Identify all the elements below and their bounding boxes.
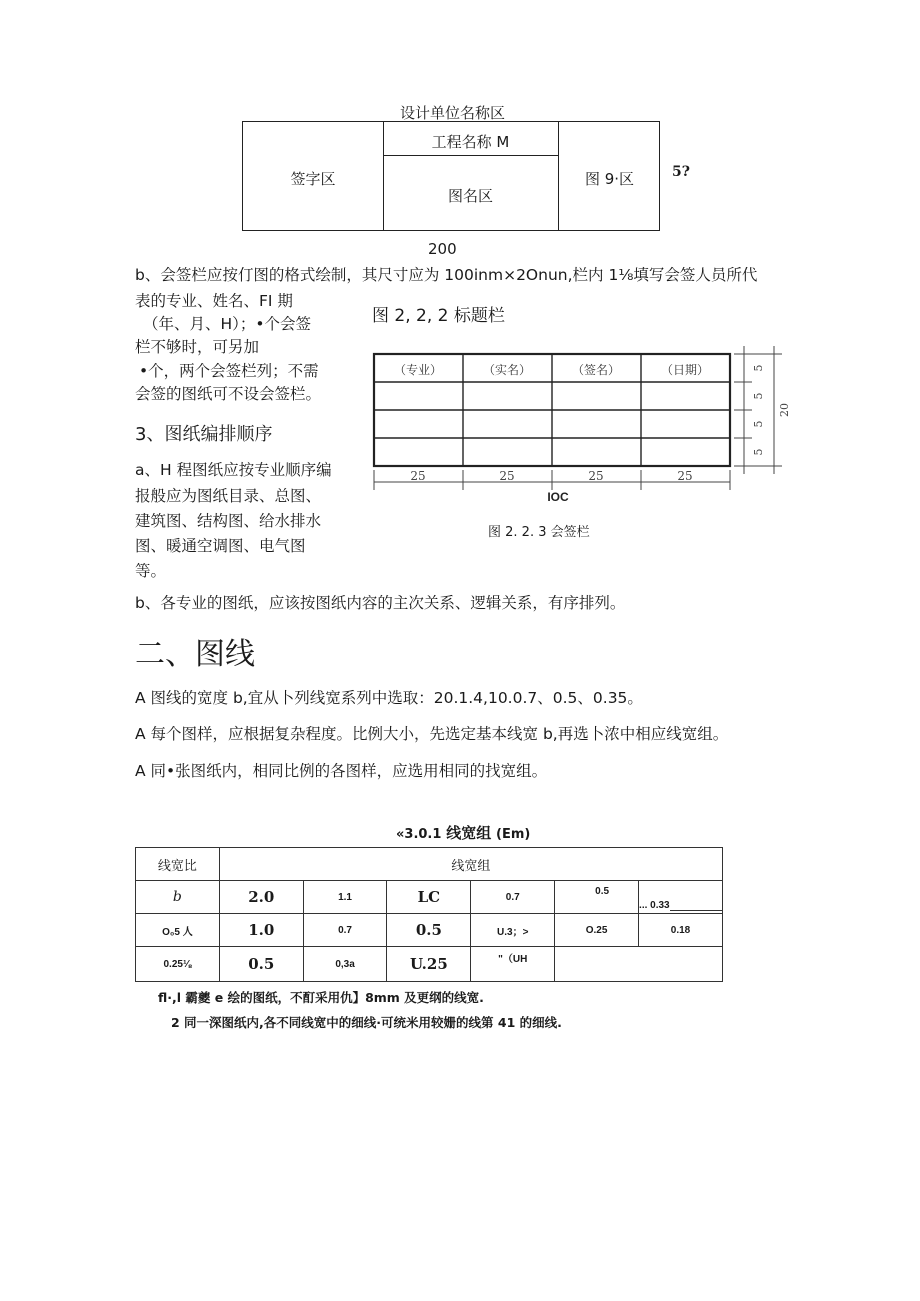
table-caption-main: 线宽组 [446,824,492,842]
header-specialty: （专业） [393,363,443,377]
cell-r3-c1: 0.5 [219,947,303,982]
header-group: 线宽组 [219,848,722,881]
bullet-line-width: A 图线的宽度 b,宜从卜列线宽系列中选取：20.1.4,10.0.7、0.5、0.35。 [135,689,643,707]
right-dim-1: 5 [752,364,765,372]
para-a3-line4: 图、暖通空调图、电气图 [135,537,306,555]
cell-r3-empty [555,947,723,982]
chapter-heading: 二、图线 [135,637,255,672]
sign-off-bar-diagram [372,344,791,504]
para-a3-line1: a、H 程图纸应按专业顺序编 [135,461,332,479]
table-note-1: fl·,l 霸夔 e 绘的图纸，不酊采用仇】8mm 及更纲的线宽. [158,990,484,1005]
title-block-diagram [242,121,660,231]
cell-r1-c6-text: ... 0.33 [639,900,670,911]
cell-r2-c1: 1.0 [219,914,303,947]
title-block-width: 200 [428,240,457,258]
bottom-dim-3: 25 [588,469,604,483]
para-b1-line3: （年、月、H）；•个会签 [143,315,312,333]
bottom-dim-1: 25 [410,469,426,483]
para-b1-line5: •个，两个会签栏列；不需 [139,362,319,380]
cell-r2-c4: U.3；> [471,914,555,947]
para-b1-line6: 会签的图纸可不设会签栏。 [135,385,322,403]
title-block-caption: 设计单位名称区 [400,104,506,122]
para-a3-line5: 等。 [135,562,167,580]
cell-r1-c6 [639,881,723,914]
right-dim-4: 5 [752,448,765,456]
table-caption-unit: (Em) [496,827,531,842]
line-width-table [135,847,723,982]
cell-r3-c2: 0,3a [303,947,387,982]
fig-222-caption: 图 2, 2, 2 标题栏 [372,306,505,326]
drawing-no-label: 图 9·区 [584,170,635,188]
cell-r2-c6: 0.18 [639,914,723,947]
right-dim-2: 5 [752,392,765,400]
para-b1-line4: 栏不够时，可另加 [135,338,260,356]
para-b1-line1: b、会签栏应按仃图的格式绘制，其尺寸应为 100inm×2Onun,栏内 1⅛填写会签人员所代 [135,266,758,284]
header-date: （日期） [660,363,710,377]
side-mark: 5? [672,164,690,180]
header-signature: （签名） [571,363,621,377]
section3-heading: 3、图纸编排顺序 [135,424,273,445]
cell-r3-c4: "（UH [471,947,555,982]
right-total: 20 [778,403,791,417]
cell-r1-c4: 0.7 [471,881,555,914]
cell-r1-c2: 1.1 [303,881,387,914]
table-caption-prefix: «3.0.1 [396,827,442,842]
para-b3: b、各专业的图纸，应该按图纸内容的主次关系、逻辑关系，有序排列。 [135,594,626,612]
cell-r1-c3: LC [387,881,471,914]
cell-r2-c2: 0.7 [303,914,387,947]
bottom-dim-2: 25 [499,469,515,483]
para-a3-line3: 建筑图、结构图、给水排水 [135,512,322,530]
para-a3-line2: 报般应为图纸目录、总图、 [135,487,322,505]
cell-ratio-half: O₀5 人 [136,914,220,947]
bullet-same-group: A 同•张图纸内，相同比例的各图样，应选用相同的找宽组。 [135,762,548,780]
cell-ratio-quarter: 0.25⅛ [136,947,220,982]
cell-r2-c5: O.25 [555,914,639,947]
project-name-label: 工程名称 M [431,133,510,151]
bullet-select-group: A 每个图样，应根据复杂程度。比例大小，先选定基本线宽 b,再选卜浓中相应线宽组。 [135,725,729,743]
bottom-dim-4: 25 [677,469,693,483]
cell-r1-c1: 2.0 [219,881,303,914]
cell-r3-c3: U.25 [387,947,471,982]
cell-ratio-b: b [136,881,220,914]
header-ratio: 线宽比 [136,848,220,881]
drawing-name-label: 图名区 [447,187,493,205]
table-note-2: 2 同一深图纸内,各不同线宽中的细线·可统米用较姗的线第 41 的细线. [171,1015,562,1030]
header-real-name: （实名） [482,363,532,377]
bottom-total: IOC [547,490,569,504]
sign-area-label: 签字区 [290,170,336,188]
para-b1-line2: 表的专业、姓名、FI 期 [135,292,293,310]
cell-r1-c5: 0.5 [555,881,639,914]
right-dim-3: 5 [752,420,765,428]
sign-bar-caption: 图 2. 2. 3 会签栏 [488,525,590,540]
cell-r2-c3: 0.5 [387,914,471,947]
table-caption [396,823,530,845]
